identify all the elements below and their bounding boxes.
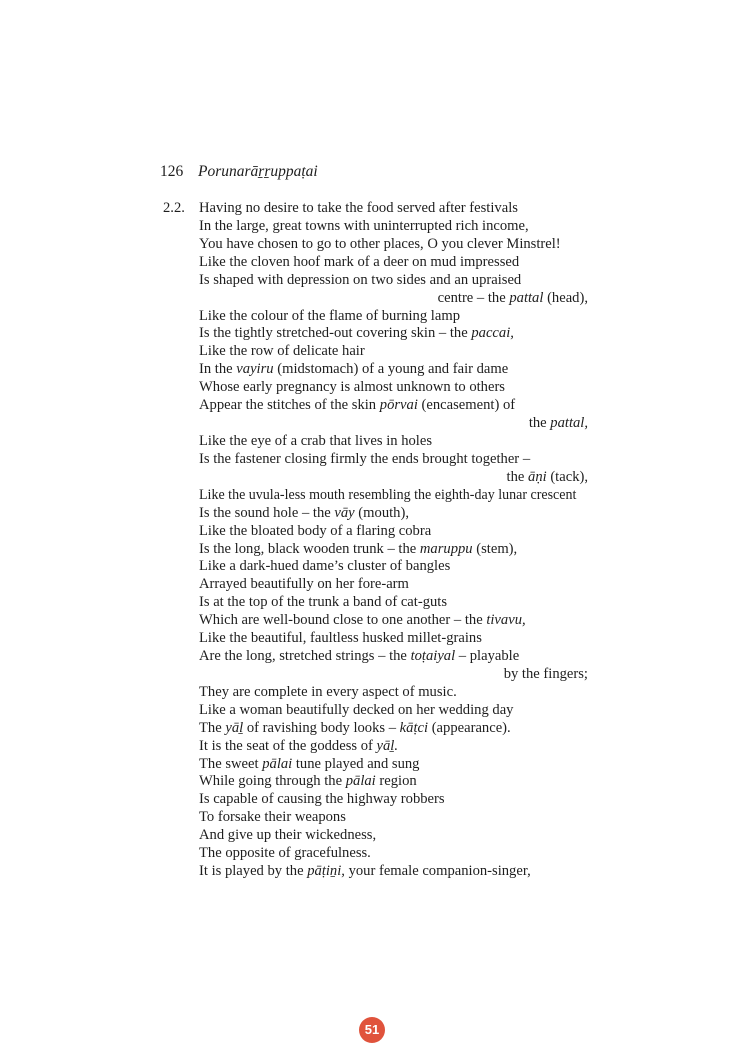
line-text: (head),: [543, 289, 588, 306]
italic-term: vāy: [334, 504, 355, 521]
verse-line: [199, 360, 508, 378]
line-text: Is shaped with depression on two sides and an upraised: [199, 271, 522, 288]
line-text: – playable: [455, 648, 520, 664]
verse-line: [199, 808, 346, 826]
line-text: the: [528, 415, 551, 431]
verse-line: [199, 342, 365, 360]
line-text: of ravishing body looks –: [243, 719, 400, 736]
line-text: The: [199, 719, 226, 736]
verse-line: [199, 522, 431, 540]
line-text: Is the tightly stretched-out covering skin – the: [199, 325, 472, 342]
line-text: (encasement) of: [417, 397, 516, 414]
italic-term: pōrvai: [379, 397, 418, 414]
verse-line: [199, 575, 409, 593]
italic-term: toṭaiyal: [410, 648, 456, 664]
italic-term: tivavu,: [486, 612, 526, 629]
italic-term: maruppu: [419, 540, 473, 557]
line-text: (tack),: [546, 468, 588, 485]
line-text: (stem),: [472, 540, 518, 557]
line-text: (mouth),: [354, 504, 409, 521]
verse-line: [199, 611, 526, 629]
page-badge: 51: [359, 1017, 385, 1043]
verse-line: [199, 755, 419, 773]
verse-line: [199, 629, 482, 647]
verse-line: [199, 217, 529, 235]
verse-line: [199, 396, 515, 414]
line-text: Like a woman beautifully decked on her wedding day: [199, 701, 514, 718]
page-number: 126: [160, 163, 184, 180]
verse-number: 2.2.: [163, 200, 185, 216]
verse-line: [199, 450, 530, 468]
italic-term: paccai,: [471, 325, 514, 342]
italic-term: pālai: [345, 773, 376, 790]
line-text: the: [506, 468, 529, 485]
line-text: Like the uvula-less mouth resembling the eighth-day lunar crescent: [199, 486, 577, 503]
line-text: While going through the: [199, 773, 346, 790]
line-text: region: [375, 773, 417, 790]
verse-line: [199, 826, 376, 844]
verse-line: [199, 378, 505, 396]
verse-line: [199, 647, 519, 665]
italic-term: pattal,: [550, 415, 588, 431]
italic-term: pāṭiṉi,: [307, 863, 345, 879]
verse-line: [199, 432, 432, 450]
line-text: You have chosen to go to other places, O you clever Minstrel!: [199, 235, 561, 252]
verse-line: [199, 862, 531, 880]
line-text: And give up their wickedness,: [199, 827, 377, 844]
verse-line: [199, 307, 460, 325]
line-text: Is capable of causing the highway robbers: [199, 791, 445, 808]
line-text: Like the cloven hoof mark of a deer on mud impressed: [199, 253, 520, 270]
line-text: To forsake their weapons: [199, 809, 346, 826]
line-text: tune played and sung: [292, 755, 420, 772]
line-text: Whose early pregnancy is almost unknown to others: [199, 379, 505, 396]
line-text: The opposite of gracefulness.: [199, 845, 371, 862]
line-text: Is at the top of the trunk a band of cat-guts: [199, 594, 448, 611]
line-text: Is the sound hole – the: [199, 504, 335, 521]
line-text: Arrayed beautifully on her fore-arm: [199, 576, 409, 593]
verse-line: [199, 504, 409, 522]
italic-term: vayiru: [236, 361, 274, 378]
line-text: Having no desire to take the food served after festivals: [199, 200, 518, 216]
verse-line: [199, 844, 371, 862]
verse-line: [504, 665, 588, 683]
running-header: [160, 163, 318, 181]
line-text: Which are well-bound close to one another – the: [199, 612, 487, 629]
verse-line: [199, 790, 445, 808]
verse-line: [199, 540, 517, 558]
line-text: by the fingers;: [503, 665, 588, 682]
line-text: (appearance).: [428, 719, 511, 736]
verse-line: [199, 235, 561, 253]
line-text: (midstomach) of a young and fair dame: [273, 361, 509, 378]
line-text: In the large, great towns with uninterrupted rich income,: [199, 217, 529, 234]
line-text: It is the seat of the goddess of: [199, 737, 377, 754]
verse-line: [199, 271, 521, 289]
verse-line: [507, 468, 588, 486]
verse-line: [199, 253, 519, 271]
verse-line: [199, 486, 576, 504]
line-text: Is the fastener closing firmly the ends brought together –: [199, 450, 531, 467]
italic-term: āṇi: [528, 468, 547, 485]
verse-line: [199, 683, 457, 701]
verse-line: [199, 324, 514, 342]
line-text: Like a dark-hued dame’s cluster of bangles: [199, 558, 451, 575]
italic-term: pattal: [509, 289, 544, 306]
line-text: It is played by the: [199, 863, 308, 879]
italic-term: yāḻ: [225, 719, 244, 736]
line-text: Like the row of delicate hair: [199, 343, 365, 360]
verse-line: [199, 593, 447, 611]
verse-line: [199, 557, 450, 575]
line-text: Like the bloated body of a flaring cobra: [199, 522, 432, 539]
line-text: The sweet: [199, 755, 263, 772]
line-text: Like the eye of a crab that lives in holes: [199, 433, 433, 449]
line-text: Like the beautiful, faultless husked millet-grains: [199, 630, 482, 647]
italic-term: kāṭci: [399, 719, 429, 736]
verse-line: [199, 737, 398, 755]
book-title: Porunarāṟṟuppaṭai: [198, 163, 318, 180]
italic-term: pālai: [262, 755, 293, 772]
line-text: Appear the stitches of the skin: [199, 397, 380, 414]
line-text: Are the long, stretched strings – the: [199, 648, 411, 664]
line-text: Like the colour of the flame of burning lamp: [199, 307, 460, 324]
verse-line: [199, 701, 513, 719]
italic-term: yāḻ.: [376, 737, 399, 754]
verse-line: [199, 719, 511, 737]
verse-line: [199, 772, 417, 790]
line-text: In the: [199, 361, 237, 378]
line-text: They are complete in every aspect of music.: [199, 683, 457, 700]
line-text: centre – the: [437, 289, 510, 306]
verse-line: [438, 289, 588, 307]
line-text: Is the long, black wooden trunk – the: [199, 540, 420, 557]
verse-line: [529, 414, 588, 432]
verse-line: [199, 199, 518, 217]
line-text: your female companion-singer,: [344, 863, 531, 879]
